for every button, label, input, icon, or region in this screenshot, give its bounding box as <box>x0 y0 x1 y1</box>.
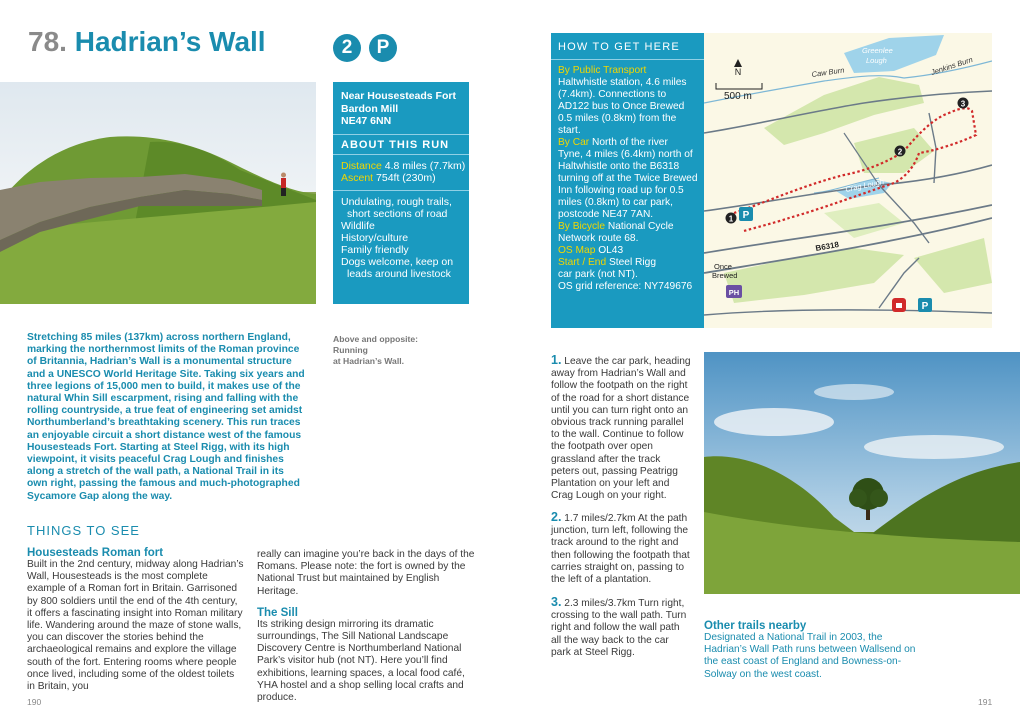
address-line: NE47 6NN <box>341 115 392 127</box>
feature-item: short sections of road <box>347 207 448 220</box>
car-label: By Car <box>558 137 590 148</box>
step-2-number: 2. <box>551 510 562 524</box>
route-map <box>704 33 992 328</box>
caption-line: at Hadrian’s Wall. <box>333 356 404 366</box>
howto-line: Tyne, 4 miles (6.4km) north of <box>558 149 693 160</box>
map-parking-end: P <box>921 301 929 312</box>
jenkins-burn-label: Jenkins Burn <box>929 54 974 77</box>
howto-line: Inn following road up for 0.5 <box>558 185 684 196</box>
step-3-number: 3. <box>551 595 562 609</box>
howto-line: (7.4km). Connections to <box>558 89 667 100</box>
caption-line: Above and opposite: Running <box>333 334 418 355</box>
step-2 <box>551 511 691 586</box>
howto-line: 0.5 miles (0.8km) from the <box>558 113 677 124</box>
distance-label: Distance <box>341 159 382 172</box>
housesteads-title: Housesteads Roman fort <box>27 547 164 559</box>
howto-line: AD122 bus to Once Brewed <box>558 101 685 112</box>
about-heading: ABOUT THIS RUN <box>333 134 469 155</box>
howto-line: Haltwhistle station, 4.6 miles <box>558 77 687 88</box>
other-trails-text: Designated a National Trail in 2003, the Hadrian’s Wall Path runs between Wallsend on the east coast of England and Bowness-on-Solway on the west coast. <box>704 632 916 680</box>
startend-label: Start / End <box>558 257 607 268</box>
other-trails-heading: Other trails nearby <box>704 620 807 632</box>
howto-line: Steel Rigg <box>608 257 656 268</box>
howto-line: Network route 68. <box>558 233 639 244</box>
pub-icon: PH <box>728 288 740 297</box>
sill-text: Its striking design mirroring its dramatic surroundings, The Sill National Landscape Discovery Centre is Northumberland National Park’s visitor hub (not NT). Here you’ll find exhibitions, learning spaces, a local food café, YHA hostel and a shop selling local crafts and produce. <box>257 618 465 704</box>
run-stats <box>333 155 469 191</box>
howto-body <box>551 60 704 293</box>
ascent-label: Ascent <box>341 172 374 184</box>
housesteads-continued: really can imagine you’re back in the days of the Romans. Please note: the fort is owned by the National Trust but maintained by English Heritage. <box>257 549 475 597</box>
address-line: Near Housesteads Fort <box>341 90 456 102</box>
north-arrow-icon <box>734 59 742 67</box>
waypoint-1-label: 1 <box>728 214 734 224</box>
howto-line: start. <box>558 125 581 136</box>
run-features <box>333 191 469 280</box>
page-title <box>28 26 266 58</box>
run-number: 78. <box>28 26 67 57</box>
brewed-label: Brewed <box>712 271 738 280</box>
waypoint-2-label: 2 <box>897 147 903 157</box>
public-transport-label: By Public Transport <box>558 65 647 76</box>
greenlee-label: Greenlee <box>862 46 893 55</box>
map-parking-start: P <box>742 210 750 221</box>
ascent-value: 754ft (230m) <box>376 172 436 184</box>
waypoint-3-label: 3 <box>960 99 966 109</box>
step-1-text: Leave the car park, heading away from Hadrian’s Wall and follow the footpath on the right of the road for a short distance until you can turn right onto an obvious track running parallel to the wall. Continue to follow the footpath over open grassland after the track peters out, passing Peatrigg Plantation on your left and Crag Lough on your right. <box>551 356 691 502</box>
feature-item: Dogs welcome, keep on <box>341 255 454 268</box>
intro-paragraph: Stretching 85 miles (137km) across northern England, marking the northernmost limits of the Roman province of Britannia, Hadrian’s Wall is a monumental structure and a UNESCO World Heritage Site. Taking six years and three legions of 15,000 men to build, it makes use of the natural Whin Sill escarpment, rising and falling with the rolling countryside, a true feat of engineering set amidst Northumberland’s breathtaking scenery. This run traces an enjoyable circuit a short distance west of the famous Housesteads Fort. Starting at Steel Rigg, with its high viewpoint, it visits peaceful Crag Lough and finishes along a stretch of the wall path, a National Trail in its own right, passing the famous and much-photographed Sycamore Gap along the way. <box>27 332 305 502</box>
howto-line: North of the river <box>591 137 668 148</box>
feature-item: Undulating, rough trails, <box>341 195 452 208</box>
feature-item: Family friendly <box>341 243 409 256</box>
run-info-box <box>333 82 469 304</box>
how-to-get-here-box <box>551 33 704 328</box>
once-label: Once <box>714 262 732 271</box>
howto-line: turning off at the Twice Brewed <box>558 173 698 184</box>
howto-line: National Cycle <box>607 221 674 232</box>
lough-label: Lough <box>866 56 887 65</box>
sycamore-gap-photo <box>704 352 1020 594</box>
distance-value: 4.8 miles (7.7km) <box>384 159 466 172</box>
difficulty-badge: 2 <box>333 34 361 62</box>
howto-line: OS grid reference: NY749676 <box>558 281 693 292</box>
parking-badge: P <box>369 34 397 62</box>
things-to-see-heading: THINGS TO SEE <box>27 523 140 538</box>
hadrians-wall-photo <box>0 82 316 304</box>
step-3-text: 2.3 miles/3.7km Turn right, crossing to the wall path. Turn right and follow the wall path all the way back to the car park at Steel Rigg. <box>551 598 687 658</box>
osmap-label: OS Map <box>558 245 596 256</box>
caw-burn-label: Caw Burn <box>811 65 845 79</box>
step-3 <box>551 596 691 659</box>
photo-caption <box>333 334 453 367</box>
osmap-value: OL43 <box>598 245 624 256</box>
feature-item: leads around livestock <box>347 267 451 280</box>
step-1 <box>551 354 691 502</box>
road-label: B6318 <box>814 240 840 253</box>
sill-column <box>257 549 475 704</box>
howto-line: miles (0.8km) to car park, <box>558 197 673 208</box>
housesteads-section <box>27 547 245 693</box>
howto-line: Haltwhistle onto the B6318 <box>558 161 680 172</box>
address-line: Bardon Mill <box>341 102 399 115</box>
howto-heading: HOW TO GET HERE <box>551 33 704 60</box>
step-1-number: 1. <box>551 353 562 367</box>
greenlee-lough-water <box>844 35 944 73</box>
step-2-text: 1.7 miles/2.7km At the path junction, turn left, following the track around to the right and then following the footpath that carries straight on, passing to the left of a plantation. <box>551 513 690 586</box>
howto-line: postcode NE47 7AN. <box>558 209 654 220</box>
scale-label: 500 m <box>724 91 752 102</box>
page-number-right: 191 <box>978 697 993 707</box>
run-title: Hadrian’s Wall <box>74 26 266 57</box>
address <box>333 82 469 128</box>
page-number-left: 190 <box>27 697 42 707</box>
other-trails-section <box>704 620 924 681</box>
crag-lough-label: Crag Lough <box>844 177 885 194</box>
housesteads-text: Built in the 2nd century, midway along Hadrian’s Wall, Housesteads is the most complete example of a Roman fort in Britain. Garrisoned by 800 soldiers until the end of the 4th century, it offers a fascinating insight into Roman military life. Wandering around the maze of stone walls, you can discover the stories behind the archaeological remains and explore the village south of the fort. Entering rooms where people once lived, including some of the oldest toilets in Britain, you <box>27 559 244 693</box>
sill-title: The Sill <box>257 606 298 619</box>
howto-line: car park (not NT). <box>558 269 638 280</box>
bicycle-label: By Bicycle <box>558 221 605 232</box>
north-label: N <box>734 67 742 77</box>
feature-item: Wildlife <box>341 219 375 232</box>
feature-item: History/culture <box>341 231 409 244</box>
